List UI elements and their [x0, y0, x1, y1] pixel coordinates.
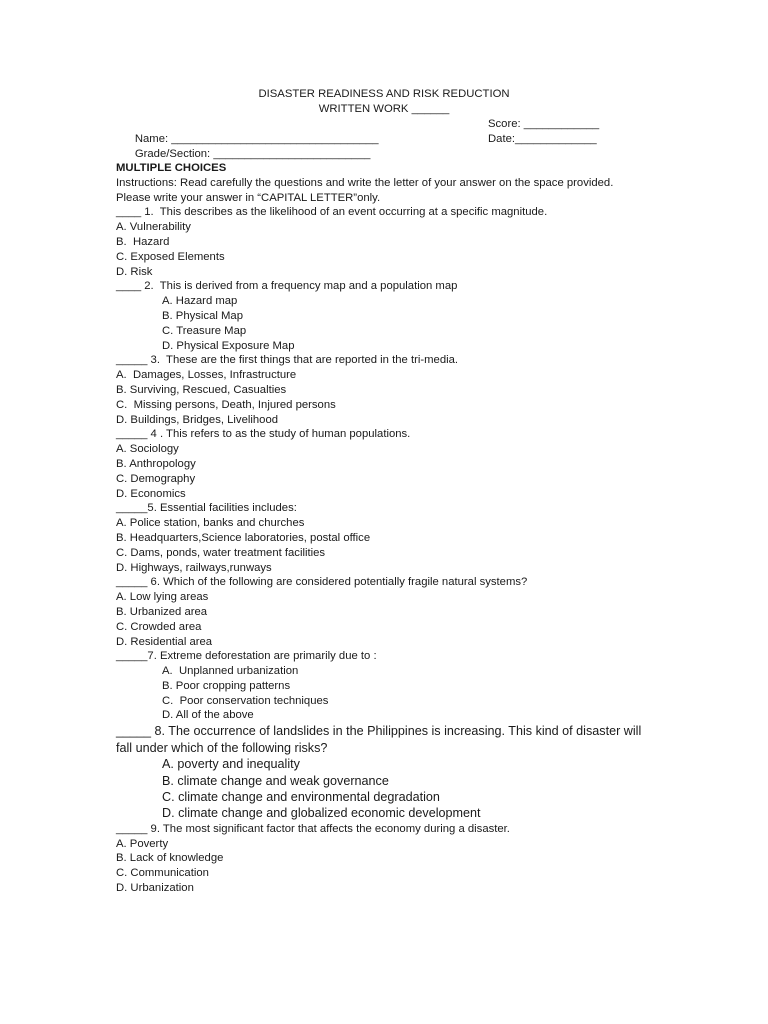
- answer-choice: D. Risk: [116, 265, 153, 278]
- answer-choice: A. Police station, banks and churches: [116, 517, 305, 530]
- student-info-form: [116, 117, 656, 160]
- answer-choice: D. Economics: [116, 487, 186, 500]
- answer-choice: B. Physical Map: [162, 309, 243, 322]
- answer-choice: A. Poverty: [116, 837, 169, 850]
- question-7: [116, 649, 676, 723]
- answer-choice: A. Hazard map: [162, 295, 238, 308]
- question-6: [116, 575, 676, 649]
- instructions-line-1: Instructions: Read carefully the questions and write the letter of your answer on the space provided.: [116, 176, 614, 189]
- answer-choice: D. Physical Exposure Map: [162, 339, 295, 352]
- answer-choice: C. Demography: [116, 472, 196, 485]
- question-prompt: _____ 3. These are the first things that are reported in the tri-media.: [116, 354, 459, 367]
- question-9: [116, 822, 676, 896]
- question-3: [116, 353, 676, 427]
- question-prompt: _____ 6. Which of the following are considered potentially fragile natural systems?: [116, 576, 528, 589]
- question-prompt: _____ 8. The occurrence of landslides in the Philippines is increasing. This kind of disaster will fall under which of the following risks?: [116, 724, 642, 755]
- answer-choice: B. climate change and weak governance: [162, 773, 389, 788]
- answer-choice: C. Poor conservation techniques: [162, 694, 329, 707]
- answer-choice: D. Highways, railways,runways: [116, 561, 272, 574]
- question-prompt: _____ 4 . This refers to as the study of human populations.: [116, 428, 411, 441]
- worksheet-header: [0, 87, 768, 117]
- worksheet-title: DISASTER READINESS AND RISK REDUCTION: [258, 88, 510, 100]
- answer-choice: C. Exposed Elements: [116, 250, 225, 263]
- answer-choice: D. Urbanization: [116, 881, 194, 894]
- question-8: [116, 723, 676, 821]
- answer-choice: A. Unplanned urbanization: [162, 665, 299, 678]
- answer-choice: C. Treasure Map: [162, 324, 247, 337]
- answer-choice: C. Communication: [116, 867, 209, 880]
- answer-choice: C. climate change and environmental degradation: [162, 789, 440, 804]
- question-prompt: _____ 9. The most significant factor that affects the economy during a disaster.: [116, 822, 510, 835]
- question-prompt: ____ 1. This describes as the likelihood of an event occurring at a specific magnitude.: [116, 206, 548, 219]
- question-list: [116, 205, 676, 895]
- question-5: [116, 501, 676, 575]
- answer-choice: B. Urbanized area: [116, 605, 208, 618]
- section-heading: MULTIPLE CHOICES: [116, 162, 227, 174]
- answer-choice: C. Crowded area: [116, 620, 202, 633]
- question-4: [116, 427, 676, 501]
- answer-choice: A. poverty and inequality: [162, 757, 300, 772]
- answer-choice: B. Surviving, Rescued, Casualties: [116, 383, 287, 396]
- answer-choice: D. Buildings, Bridges, Livelihood: [116, 413, 279, 426]
- answer-choice: B. Hazard: [116, 235, 170, 248]
- grade-section-field: Grade/Section: _________________________: [134, 148, 371, 160]
- answer-choice: D. climate change and globalized economic development: [162, 806, 481, 821]
- answer-choice: B. Lack of knowledge: [116, 852, 224, 865]
- date-field: Date:_____________: [488, 133, 597, 145]
- answer-choice: C. Missing persons, Death, Injured persons: [116, 398, 336, 411]
- name-field: Name: _________________________________: [134, 133, 379, 145]
- score-field: Score: ____________: [488, 118, 600, 130]
- answer-choice: B. Headquarters,Science laboratories, postal office: [116, 531, 371, 544]
- question-prompt: _____5. Essential facilities includes:: [116, 502, 297, 515]
- question-1: [116, 205, 676, 279]
- worksheet-subtitle: WRITTEN WORK ______: [318, 103, 450, 115]
- instructions-line-2: Please write your answer in “CAPITAL LETTER”only.: [116, 191, 381, 204]
- answer-choice: D. Residential area: [116, 635, 213, 648]
- answer-choice: A. Damages, Losses, Infrastructure: [116, 369, 297, 382]
- answer-choice: D. All of the above: [162, 709, 254, 722]
- worksheet-body: [116, 161, 676, 896]
- answer-choice: C. Dams, ponds, water treatment facilities: [116, 546, 326, 559]
- answer-choice: A. Sociology: [116, 443, 179, 456]
- answer-choice: B. Poor cropping patterns: [162, 679, 291, 692]
- answer-choice: B. Anthropology: [116, 457, 196, 470]
- answer-choice: A. Low lying areas: [116, 591, 209, 604]
- answer-choice: A. Vulnerability: [116, 221, 191, 234]
- question-2: [116, 279, 676, 353]
- question-prompt: ____ 2. This is derived from a frequency map and a population map: [116, 280, 458, 293]
- form-row-grade-date: [116, 132, 656, 160]
- question-prompt: _____7. Extreme deforestation are primarily due to :: [116, 650, 377, 663]
